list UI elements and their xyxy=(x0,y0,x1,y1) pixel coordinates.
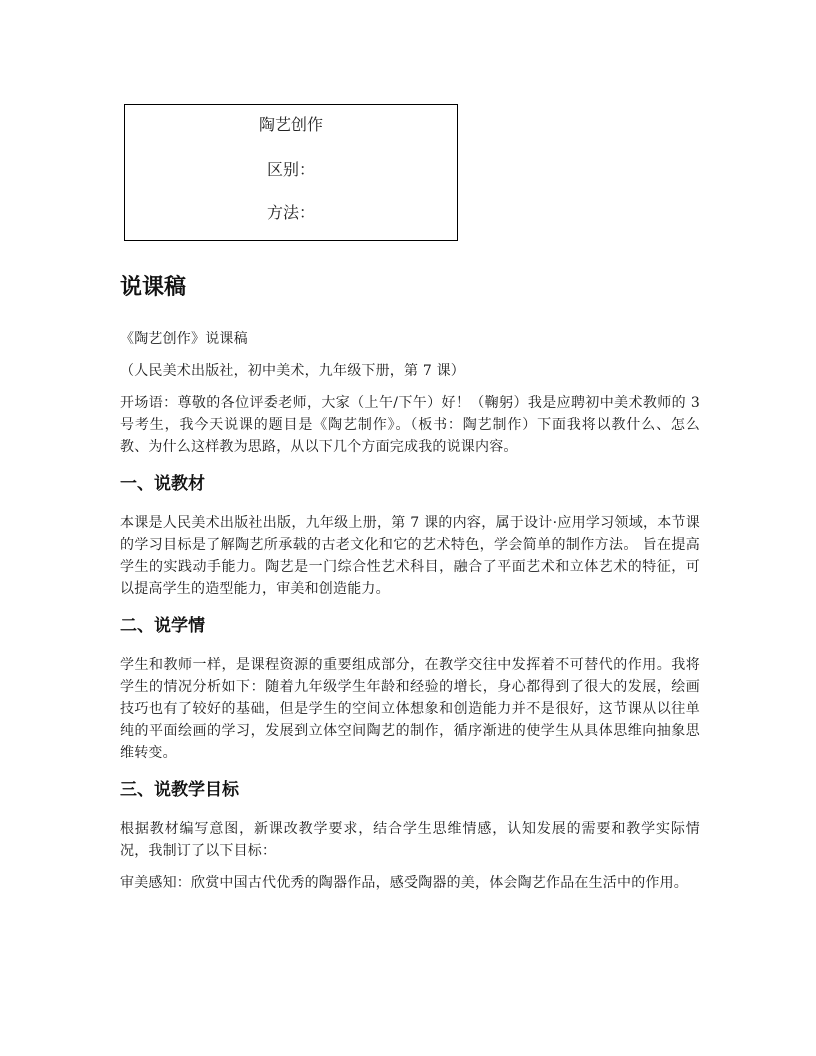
document-title: 说课稿 xyxy=(120,275,187,300)
blackboard-summary-box xyxy=(124,104,458,241)
board-method-label: 方法： xyxy=(266,203,315,222)
section-heading-textbook: 一、说教材 xyxy=(120,474,205,494)
section-paragraph: 审美感知：欣赏中国古代优秀的陶器作品，感受陶器的美，体会陶艺作品在生活中的作用。 xyxy=(120,875,688,891)
opening-paragraph: 开场语：尊敬的各位评委老师，大家（上午/下午）好！（鞠躬）我是应聘初中美术教师的 3 号考生，我今天说课的题目是《陶艺制作》。（板书：陶艺制作）下面我将以教什么、怎么教、为什么这样教为思路，从以下几个方面完成我的说课内容。 xyxy=(120,395,700,455)
document-body xyxy=(120,270,700,904)
board-title: 陶艺创作 xyxy=(258,115,323,134)
section-paragraph: 本课是人民美术出版社出版，九年级上册，第 7 课的内容，属于设计·应用学习领域，本节课的学习目标是了解陶艺所承载的古老文化和它的艺术特色，学会简单的制作方法。 旨在提高学生的实践动手能力。陶艺是一门综合性艺术科目，融合了平面艺术和立体艺术的特征，可以提高学生的造型能力，审美和创造能力。 xyxy=(120,515,700,597)
section-heading-objectives: 三、说教学目标 xyxy=(120,780,239,800)
document-subtitle: 《陶艺创作》说课稿 xyxy=(120,331,248,347)
section-paragraph: 学生和教师一样，是课程资源的重要组成部分，在教学交往中发挥着不可替代的作用。我将学生的情况分析如下：随着九年级学生年龄和经验的增长，身心都得到了很大的发展，绘画技巧也有了较好的基础，但是学生的空间立体想象和创造能力并不是很好，这节课从以往单纯的平面绘画的学习，发展到立体空间陶艺的制作，循序渐进的使学生从具体思维向抽象思维转变。 xyxy=(120,657,700,761)
document-source: （人民美术出版社，初中美术，九年级下册，第 7 课） xyxy=(120,363,466,379)
section-paragraph: 根据教材编写意图，新课改教学要求，结合学生思维情感，认知发展的需要和教学实际情况，我制订了以下目标： xyxy=(120,821,700,859)
board-difference-label: 区别： xyxy=(266,160,315,179)
section-heading-students: 二、说学情 xyxy=(120,616,205,636)
